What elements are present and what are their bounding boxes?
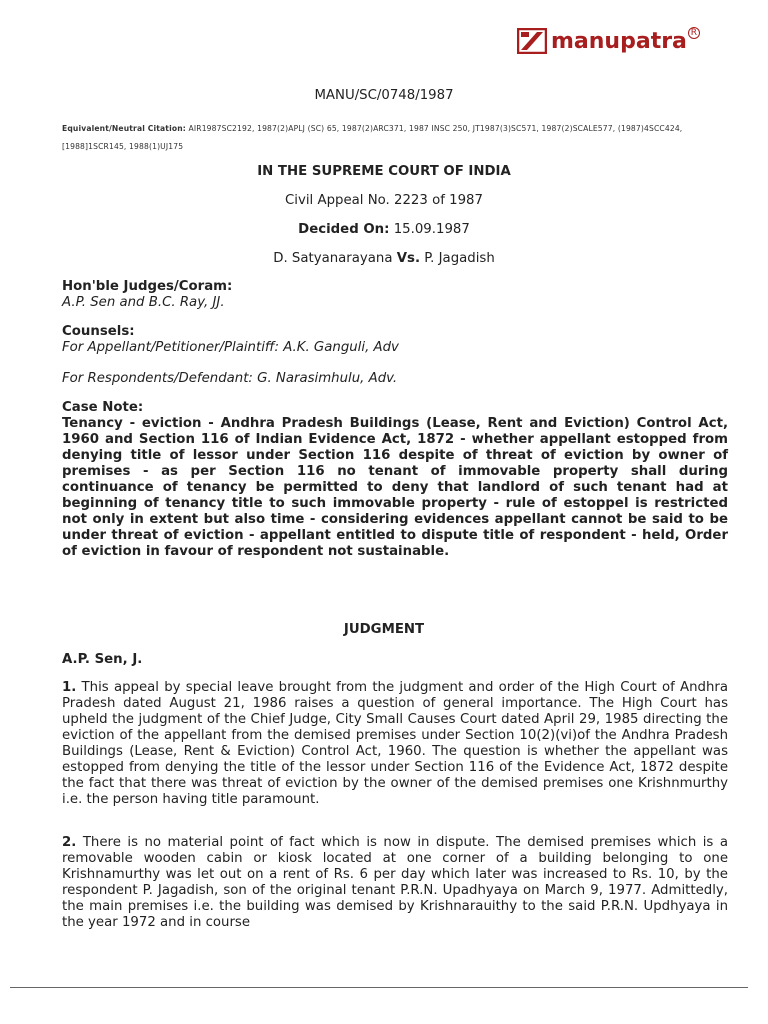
citation-label: Equivalent/Neutral Citation: [62,124,186,133]
counsel-respondents: For Respondents/Defendant: G. Narasimhulu, Adv. [62,371,398,386]
party-respondent: P. Jagadish [424,251,495,266]
decided-label: Decided On: [298,222,390,237]
appeal-number: Civil Appeal No. 2223 of 1987 [285,193,483,208]
citation-text: AIR1987SC2192, 1987(2)APLJ (SC) 65, 1987(2)ARC371, 1987 INSC 250, JT1987(3)SC571, 1987(2)SCALE577, (1987)4SCC424, [1988]1SCR145, 1988(1)UJ175 [62,124,683,151]
versus-label: Vs. [396,251,420,266]
manupatra-logo [517,25,700,57]
logo-wordmark: manupatra [551,28,687,54]
paragraph-number: 1. [62,680,77,695]
case-note-text: Tenancy - eviction - Andhra Pradesh Buildings (Lease, Rent and Eviction) Control Act, 1960 and Section 116 of Indian Evidence Act, 1872 - whether appellant estopped from denying title of lessor under Section 116 despite of threat of eviction by owner of premises - as per Section 116 no tenant of immovable property shall during continuance of tenancy be permitted to deny that landlord of such tenant had at beginning of tenancy title to such immovable property - rule of estoppel is restricted not only in extent but also time - considering evidences appellant cannot be said to be under threat of eviction - appellant entitled to dispute title of respondent - held, Order of eviction in favour of respondent not sustainable. [62,416,728,559]
judgment-author: A.P. Sen, J. [62,652,143,667]
judgment-paragraph [62,680,728,808]
counsels-label: Counsels: [62,324,135,339]
paragraph-text: This appeal by special leave brought from the judgment and order of the High Court of Andhra Pradesh dated August 21, 1986 raises a question of general importance. The High Court has upheld the judgment of the Chief Judge, City Small Causes Court dated April 29, 1985 directing the eviction of the appellant from the demised premises under Section 10(2)(vi)of the Andhra Pradesh Buildings (Lease, Rent & Eviction) Control Act, 1960. The question is whether the appellant was estopped from denying the title of the lessor under Section 116 of the Evidence Act, 1872 despite the fact that there was threat of eviction by the owner of the demised premises one Krishnmurthy i.e. the person having title paramount. [62,680,728,807]
court-name: IN THE SUPREME COURT OF INDIA [257,164,511,179]
equivalent-citation [62,120,734,156]
counsel-appellant: For Appellant/Petitioner/Plaintiff: A.K. Ganguli, Adv [62,340,399,355]
manu-citation-id: MANU/SC/0748/1987 [314,88,454,103]
counsels-section [62,324,728,356]
judges-names: A.P. Sen and B.C. Ray, JJ. [62,295,225,310]
case-parties [0,251,768,266]
registered-mark: R [688,27,700,39]
paragraph-number: 2. [62,835,77,850]
manupatra-logo-icon [517,28,547,54]
footer-divider [10,987,748,988]
party-appellant: D. Satyanarayana [273,251,393,266]
case-note-label: Case Note: [62,400,144,415]
paragraph-text: There is no material point of fact which is now in dispute. The demised premises which is a removable wooden cabin or kiosk located at one corner of a building belonging to one Krishnamurthy was let out on a rent of Rs. 6 per day which later was increased to Rs. 10, by the respondent P. Jagadish, son of the original tenant P.R.N. Upadhyaya on March 9, 1977. Admittedly, the main premises i.e. the building was demised by Krishnarauithy to the said P.R.N. Updhyaya in the year 1972 and in course [62,835,729,930]
decided-value: 15.09.1987 [393,222,470,237]
judgment-heading: JUDGMENT [343,622,425,637]
case-note-section [62,400,728,560]
judgment-paragraph [62,835,728,931]
judges-section [62,279,728,311]
decision-date [0,222,768,237]
judges-label: Hon'ble Judges/Coram: [62,279,233,294]
